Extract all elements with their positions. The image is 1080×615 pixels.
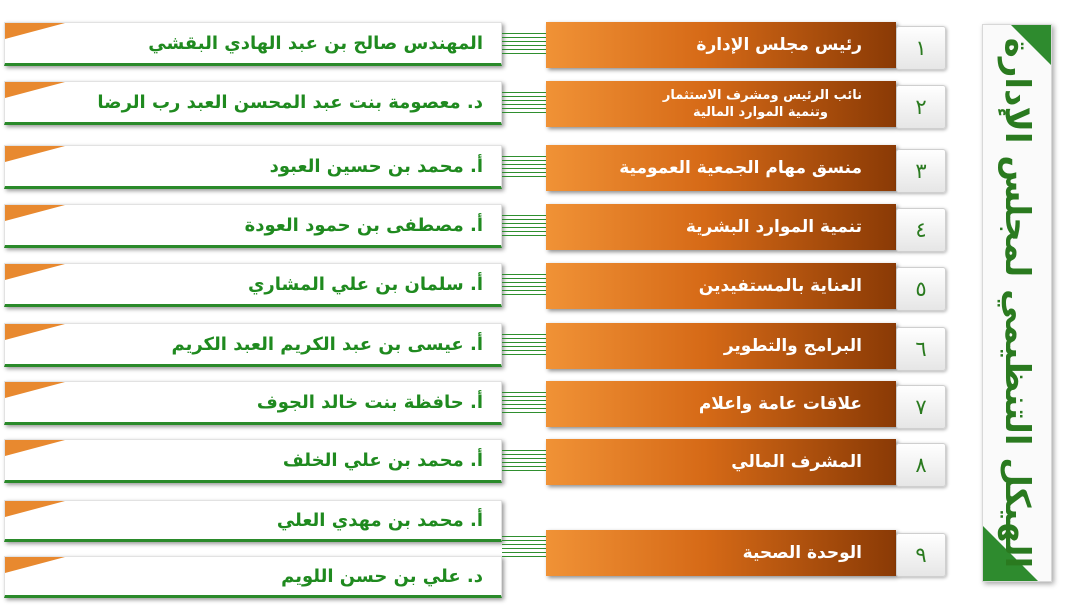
- member-name-box: [4, 81, 502, 125]
- org-row-8: [0, 439, 960, 489]
- org-row-7: [0, 381, 960, 431]
- row-number: ٩: [896, 533, 946, 577]
- name-corner-decoration: [5, 23, 65, 39]
- connector-lines: [502, 156, 546, 180]
- connector-lines: [502, 33, 546, 57]
- member-name: د. معصومة بنت عبد المحسن العبد رب الرضا: [97, 91, 483, 113]
- member-name-box: [4, 145, 502, 189]
- connector-lines: [502, 334, 546, 358]
- role-box: [546, 22, 896, 68]
- name-corner-decoration: [5, 501, 65, 517]
- role-title: [602, 87, 862, 121]
- name-corner-decoration: [5, 324, 65, 340]
- connector-lines: [502, 274, 546, 298]
- member-name: أ. محمد بن مهدي العلي: [276, 509, 483, 531]
- row-number: ٦: [896, 327, 946, 371]
- member-name: أ. حافظة بنت خالد الجوف: [256, 391, 483, 413]
- role-title: علاقات عامة واعلام: [698, 394, 862, 414]
- member-name-box: [4, 556, 502, 598]
- name-corner-decoration: [5, 264, 65, 280]
- row-number: ١: [896, 26, 946, 70]
- connector-lines: [502, 392, 546, 416]
- connector-lines: [502, 215, 546, 239]
- role-title-line1: نائب الرئيس ومشرف الاستثمار: [662, 88, 862, 103]
- member-name-box: [4, 381, 502, 425]
- role-box: [546, 81, 896, 127]
- role-box: [546, 439, 896, 485]
- org-row-2: [0, 81, 960, 131]
- role-title: العناية بالمستفيدين: [698, 276, 862, 296]
- row-number: ٧: [896, 385, 946, 429]
- org-row-3: [0, 145, 960, 195]
- row-number: ٥: [896, 267, 946, 311]
- member-name-box: [4, 263, 502, 307]
- name-corner-decoration: [5, 205, 65, 221]
- member-name: د. علي بن حسن اللويم: [281, 565, 483, 587]
- connector-lines: [502, 92, 546, 116]
- org-row-6: [0, 323, 960, 373]
- role-title: الوحدة الصحية: [742, 543, 862, 563]
- title-panel: [982, 24, 1052, 582]
- name-corner-decoration: [5, 557, 65, 573]
- row-number: ٢: [896, 85, 946, 129]
- member-name-box: [4, 323, 502, 367]
- org-row-1: [0, 22, 960, 72]
- role-box: [546, 204, 896, 250]
- role-title: رئيس مجلس الإدارة: [696, 35, 862, 55]
- member-name: أ. محمد بن حسين العبود: [269, 155, 483, 177]
- member-name-box: [4, 500, 502, 542]
- chart-title: الهيكل التنظيمي لمجلس الإدارة: [997, 37, 1037, 569]
- role-box: [546, 530, 896, 576]
- name-corner-decoration: [5, 382, 65, 398]
- name-corner-decoration: [5, 82, 65, 98]
- role-title-line2: وتنمية الموارد المالية: [692, 105, 828, 120]
- member-name: المهندس صالح بن عبد الهادي البقشي: [148, 32, 483, 54]
- role-box: [546, 323, 896, 369]
- org-row-5: [0, 263, 960, 313]
- member-name: أ. عيسى بن عبد الكريم العبد الكريم: [171, 333, 483, 355]
- name-corner-decoration: [5, 146, 65, 162]
- member-name-box: [4, 22, 502, 66]
- name-corner-decoration: [5, 440, 65, 456]
- row-number: ٨: [896, 443, 946, 487]
- connector-lines: [502, 450, 546, 474]
- member-name-box: [4, 204, 502, 248]
- role-box: [546, 145, 896, 191]
- connector-lines: [502, 536, 546, 560]
- role-title: البرامج والتطوير: [723, 336, 862, 356]
- row-number: ٣: [896, 149, 946, 193]
- role-box: [546, 263, 896, 309]
- role-box: [546, 381, 896, 427]
- org-row-9: [0, 500, 960, 610]
- member-name: أ. محمد بن علي الخلف: [282, 449, 483, 471]
- role-title: منسق مهام الجمعية العمومية: [619, 158, 862, 178]
- role-title: المشرف المالي: [731, 452, 862, 472]
- row-number: ٤: [896, 208, 946, 252]
- member-name: أ. مصطفى بن حمود العودة: [244, 214, 483, 236]
- member-name: أ. سلمان بن علي المشاري: [247, 273, 483, 295]
- role-title: تنمية الموارد البشرية: [685, 217, 862, 237]
- org-row-4: [0, 204, 960, 254]
- member-name-box: [4, 439, 502, 483]
